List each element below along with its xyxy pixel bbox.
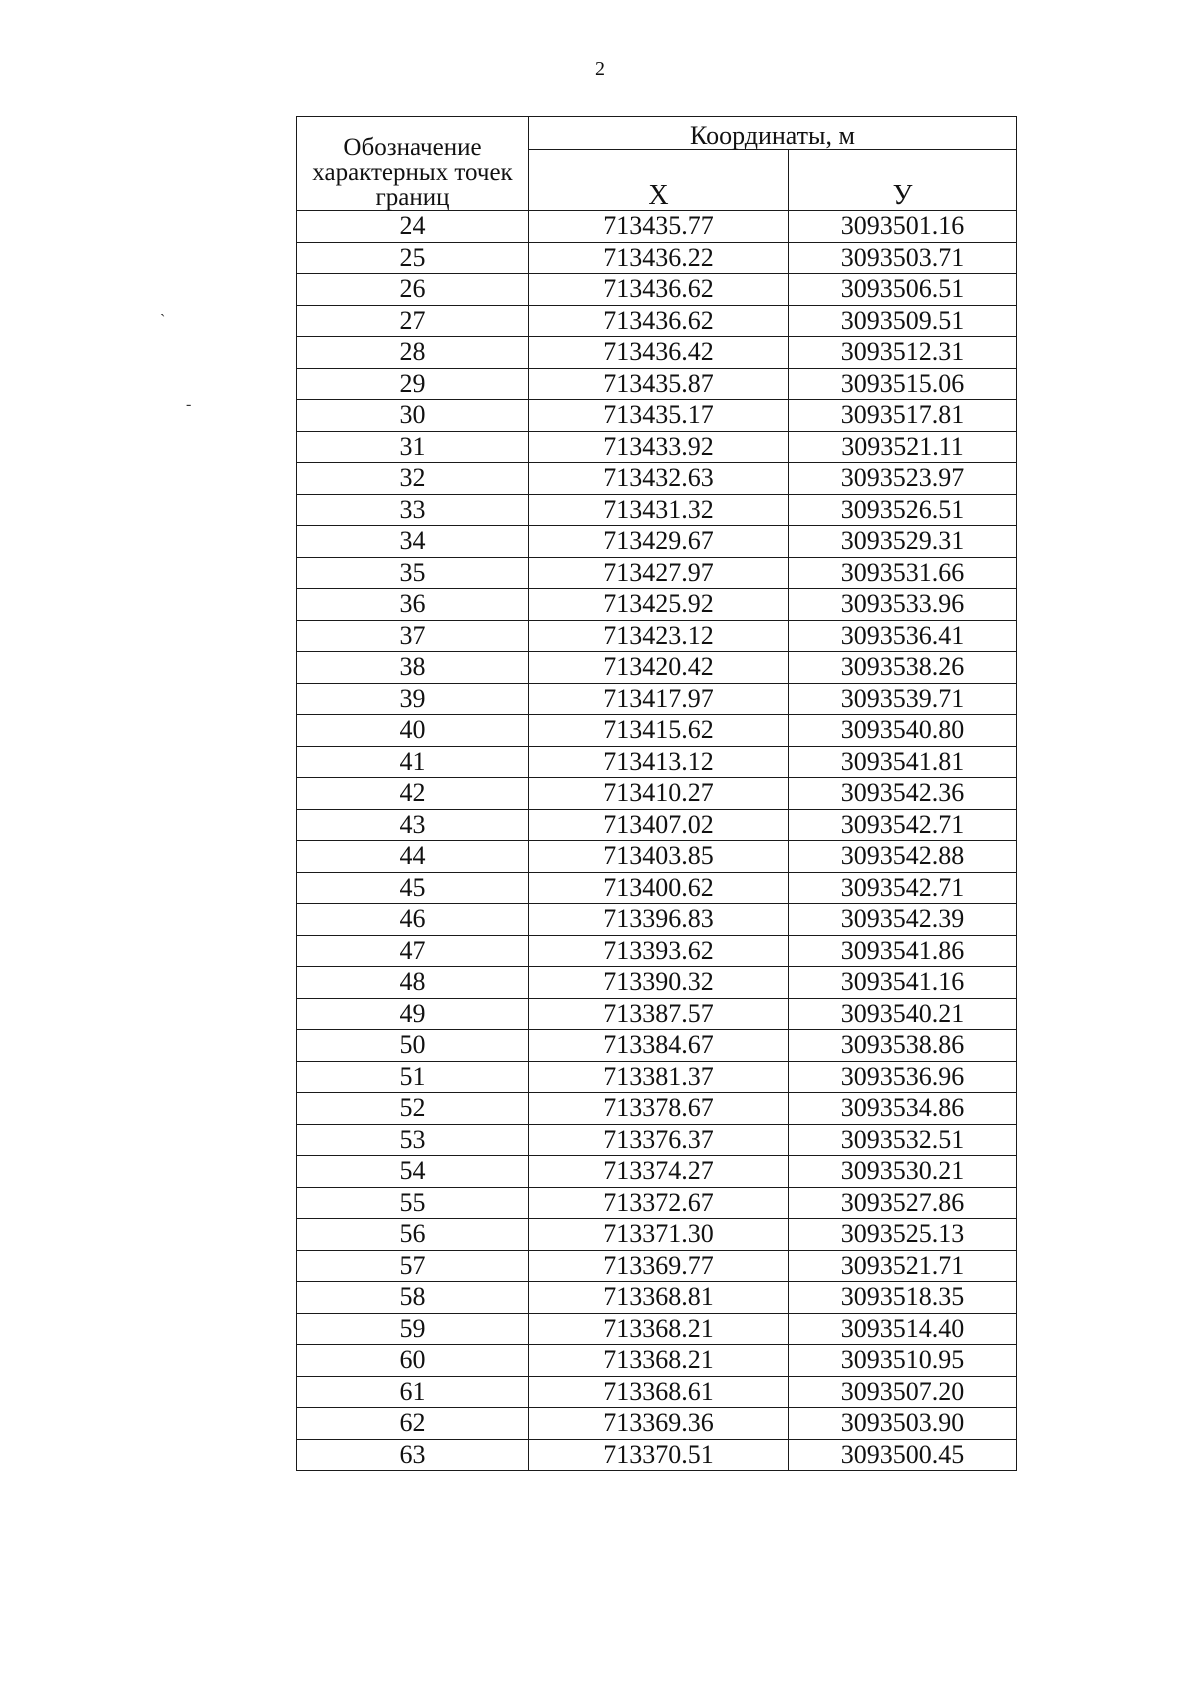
x-coordinate-cell: 713425.92: [529, 589, 789, 621]
table-row: [297, 935, 1017, 967]
point-cell: 38: [297, 652, 529, 684]
table-row: [297, 1187, 1017, 1219]
table-row: [297, 368, 1017, 400]
table-row: [297, 400, 1017, 432]
table-row: [297, 526, 1017, 558]
x-coordinate-cell: 713371.30: [529, 1219, 789, 1251]
point-cell: 32: [297, 463, 529, 495]
y-coordinate-cell: 3093541.16: [789, 967, 1017, 999]
table-row: [297, 967, 1017, 999]
y-coordinate-cell: 3093542.71: [789, 872, 1017, 904]
point-cell: 30: [297, 400, 529, 432]
x-coordinate-cell: 713415.62: [529, 715, 789, 747]
table-row: [297, 872, 1017, 904]
y-coordinate-cell: 3093521.71: [789, 1250, 1017, 1282]
point-cell: 29: [297, 368, 529, 400]
table-row: [297, 305, 1017, 337]
point-cell: 41: [297, 746, 529, 778]
x-coordinate-cell: 713436.22: [529, 242, 789, 274]
x-coordinate-cell: 713433.92: [529, 431, 789, 463]
x-coordinate-cell: 713374.27: [529, 1156, 789, 1188]
y-coordinate-cell: 3093542.36: [789, 778, 1017, 810]
x-coordinate-cell: 713370.51: [529, 1439, 789, 1471]
point-cell: 57: [297, 1250, 529, 1282]
x-column-header: Х: [529, 150, 789, 211]
x-coordinate-cell: 713431.32: [529, 494, 789, 526]
y-coordinate-cell: 3093517.81: [789, 400, 1017, 432]
point-cell: 49: [297, 998, 529, 1030]
table-row: [297, 1219, 1017, 1251]
table-row: [297, 683, 1017, 715]
x-coordinate-cell: 713435.87: [529, 368, 789, 400]
y-coordinate-cell: 3093531.66: [789, 557, 1017, 589]
y-coordinate-cell: 3093525.13: [789, 1219, 1017, 1251]
point-cell: 42: [297, 778, 529, 810]
table-row: [297, 242, 1017, 274]
point-cell: 31: [297, 431, 529, 463]
x-coordinate-cell: 713381.37: [529, 1061, 789, 1093]
x-coordinate-cell: 713376.37: [529, 1124, 789, 1156]
y-coordinate-cell: 3093500.45: [789, 1439, 1017, 1471]
y-coordinate-cell: 3093530.21: [789, 1156, 1017, 1188]
table-row: [297, 1408, 1017, 1440]
page-number: 2: [595, 58, 605, 80]
point-cell: 59: [297, 1313, 529, 1345]
y-coordinate-cell: 3093542.88: [789, 841, 1017, 873]
table-row: [297, 589, 1017, 621]
table-row: [297, 746, 1017, 778]
x-coordinate-cell: 713387.57: [529, 998, 789, 1030]
y-coordinate-cell: 3093515.06: [789, 368, 1017, 400]
point-cell: 24: [297, 211, 529, 243]
table-body: [297, 211, 1017, 1471]
y-coordinate-cell: 3093536.96: [789, 1061, 1017, 1093]
x-coordinate-cell: 713369.77: [529, 1250, 789, 1282]
y-coordinate-cell: 3093514.40: [789, 1313, 1017, 1345]
point-cell: 60: [297, 1345, 529, 1377]
y-coordinate-cell: 3093503.90: [789, 1408, 1017, 1440]
point-cell: 39: [297, 683, 529, 715]
y-coordinate-cell: 3093540.21: [789, 998, 1017, 1030]
scan-speck: ˎ: [160, 300, 166, 317]
point-cell: 50: [297, 1030, 529, 1062]
x-coordinate-cell: 713423.12: [529, 620, 789, 652]
point-cell: 53: [297, 1124, 529, 1156]
y-coordinate-cell: 3093538.26: [789, 652, 1017, 684]
point-cell: 55: [297, 1187, 529, 1219]
point-cell: 62: [297, 1408, 529, 1440]
x-coordinate-cell: 713410.27: [529, 778, 789, 810]
table-row: [297, 1376, 1017, 1408]
x-coordinate-cell: 713413.12: [529, 746, 789, 778]
point-cell: 40: [297, 715, 529, 747]
y-column-header: У: [789, 150, 1017, 211]
x-coordinate-cell: 713435.77: [529, 211, 789, 243]
y-coordinate-cell: 3093523.97: [789, 463, 1017, 495]
x-coordinate-cell: 713400.62: [529, 872, 789, 904]
table-row: [297, 274, 1017, 306]
table-row: [297, 1250, 1017, 1282]
table-row: [297, 1345, 1017, 1377]
point-cell: 25: [297, 242, 529, 274]
scan-speck: -: [186, 396, 192, 413]
point-cell: 52: [297, 1093, 529, 1125]
y-coordinate-cell: 3093518.35: [789, 1282, 1017, 1314]
table-row: [297, 1093, 1017, 1125]
point-column-header: Обозначение характерных точек границ: [297, 117, 529, 211]
y-coordinate-cell: 3093526.51: [789, 494, 1017, 526]
table-row: [297, 337, 1017, 369]
table-row: [297, 1156, 1017, 1188]
table-row: [297, 557, 1017, 589]
point-cell: 34: [297, 526, 529, 558]
x-coordinate-cell: 713372.67: [529, 1187, 789, 1219]
y-coordinate-cell: 3093521.11: [789, 431, 1017, 463]
y-coordinate-cell: 3093541.86: [789, 935, 1017, 967]
table-row: [297, 998, 1017, 1030]
y-coordinate-cell: 3093534.86: [789, 1093, 1017, 1125]
x-coordinate-cell: 713393.62: [529, 935, 789, 967]
table-row: [297, 1282, 1017, 1314]
table-row: [297, 1313, 1017, 1345]
x-coordinate-cell: 713378.67: [529, 1093, 789, 1125]
point-cell: 63: [297, 1439, 529, 1471]
y-coordinate-cell: 3093512.31: [789, 337, 1017, 369]
x-coordinate-cell: 713368.61: [529, 1376, 789, 1408]
table-row: [297, 809, 1017, 841]
y-coordinate-cell: 3093503.71: [789, 242, 1017, 274]
table-row: [297, 652, 1017, 684]
x-coordinate-cell: 713417.97: [529, 683, 789, 715]
coordinates-header: Координаты, м: [529, 117, 1017, 150]
table-row: [297, 211, 1017, 243]
table-row: [297, 1124, 1017, 1156]
table-row: [297, 431, 1017, 463]
y-coordinate-cell: 3093529.31: [789, 526, 1017, 558]
y-coordinate-cell: 3093510.95: [789, 1345, 1017, 1377]
y-coordinate-cell: 3093540.80: [789, 715, 1017, 747]
point-cell: 58: [297, 1282, 529, 1314]
x-coordinate-cell: 713390.32: [529, 967, 789, 999]
point-cell: 44: [297, 841, 529, 873]
point-cell: 56: [297, 1219, 529, 1251]
x-coordinate-cell: 713384.67: [529, 1030, 789, 1062]
table-row: [297, 620, 1017, 652]
table-row: [297, 463, 1017, 495]
table-row: [297, 841, 1017, 873]
y-coordinate-cell: 3093536.41: [789, 620, 1017, 652]
x-coordinate-cell: 713368.21: [529, 1345, 789, 1377]
table-row: [297, 1030, 1017, 1062]
point-cell: 61: [297, 1376, 529, 1408]
x-coordinate-cell: 713436.62: [529, 274, 789, 306]
point-cell: 43: [297, 809, 529, 841]
x-coordinate-cell: 713427.97: [529, 557, 789, 589]
point-cell: 37: [297, 620, 529, 652]
x-coordinate-cell: 713436.42: [529, 337, 789, 369]
y-coordinate-cell: 3093506.51: [789, 274, 1017, 306]
point-cell: 36: [297, 589, 529, 621]
y-coordinate-cell: 3093532.51: [789, 1124, 1017, 1156]
point-cell: 35: [297, 557, 529, 589]
y-coordinate-cell: 3093541.81: [789, 746, 1017, 778]
point-cell: 33: [297, 494, 529, 526]
table-row: [297, 778, 1017, 810]
y-coordinate-cell: 3093538.86: [789, 1030, 1017, 1062]
y-coordinate-cell: 3093542.39: [789, 904, 1017, 936]
y-coordinate-cell: 3093527.86: [789, 1187, 1017, 1219]
y-coordinate-cell: 3093533.96: [789, 589, 1017, 621]
y-coordinate-cell: 3093507.20: [789, 1376, 1017, 1408]
point-cell: 48: [297, 967, 529, 999]
point-cell: 45: [297, 872, 529, 904]
table-row: [297, 494, 1017, 526]
table-row: [297, 1061, 1017, 1093]
x-coordinate-cell: 713403.85: [529, 841, 789, 873]
point-cell: 46: [297, 904, 529, 936]
point-cell: 28: [297, 337, 529, 369]
point-cell: 51: [297, 1061, 529, 1093]
x-coordinate-cell: 713407.02: [529, 809, 789, 841]
x-coordinate-cell: 713368.81: [529, 1282, 789, 1314]
x-coordinate-cell: 713435.17: [529, 400, 789, 432]
point-cell: 47: [297, 935, 529, 967]
x-coordinate-cell: 713420.42: [529, 652, 789, 684]
x-coordinate-cell: 713429.67: [529, 526, 789, 558]
y-coordinate-cell: 3093501.16: [789, 211, 1017, 243]
x-coordinate-cell: 713436.62: [529, 305, 789, 337]
x-coordinate-cell: 713432.63: [529, 463, 789, 495]
y-coordinate-cell: 3093542.71: [789, 809, 1017, 841]
point-cell: 26: [297, 274, 529, 306]
y-coordinate-cell: 3093539.71: [789, 683, 1017, 715]
table-row: [297, 715, 1017, 747]
y-coordinate-cell: 3093509.51: [789, 305, 1017, 337]
table-row: [297, 1439, 1017, 1471]
table-row: [297, 904, 1017, 936]
coordinates-table: [296, 116, 1017, 1471]
x-coordinate-cell: 713396.83: [529, 904, 789, 936]
point-cell: 54: [297, 1156, 529, 1188]
point-cell: 27: [297, 305, 529, 337]
x-coordinate-cell: 713368.21: [529, 1313, 789, 1345]
x-coordinate-cell: 713369.36: [529, 1408, 789, 1440]
